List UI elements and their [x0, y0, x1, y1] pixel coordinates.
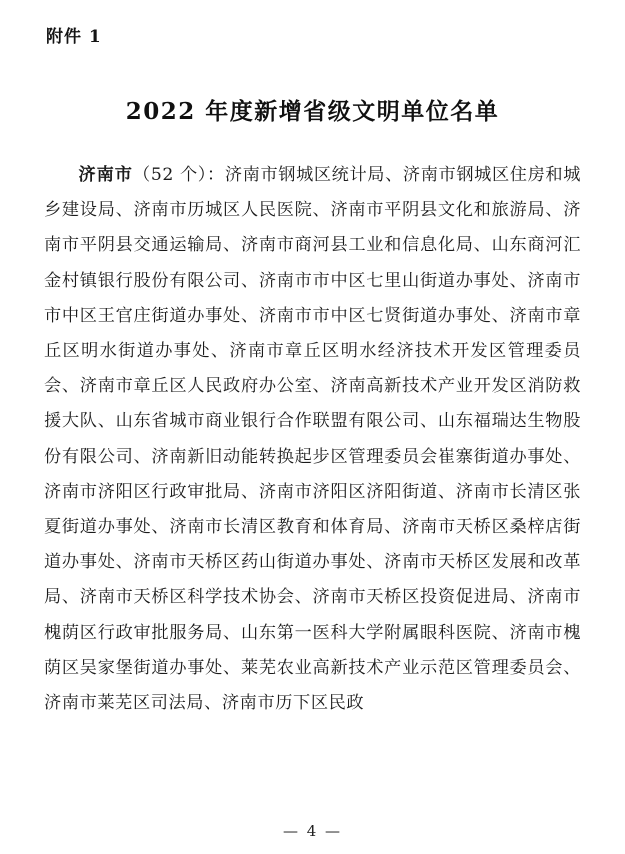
attachment-label: 附件 1 [46, 27, 102, 47]
page-number: — 4 — [282, 822, 343, 840]
city-name: 济南市 [78, 164, 134, 185]
page-title: 2022 年度新增省级文明单位名单 [125, 97, 500, 125]
city-entries-text: 济南市钢城区统计局、济南市钢城区住房和城乡建设局、济南市历城区人民医院、济南市平阴县文化和旅游局、济南市平阴县交通运输局、济南市商河县工业和信息化局、山东商河汇金村镇银行股份有限公司、济南市市中区七里山街道办事处、济南市市中区王官庄街道办事处、济南市市中区七贤街道办事处、济南市章丘区明水街道办事处、济南市章丘区明水经济技术开发区管理委员会、济南市章丘区人民政府办公室、济南高新技术产业开发区消防救援大队、山东省城市商业银行合作联盟有限公司、山东福瑞达生物股份有限公司、济南新旧动能转换起步区管理委员会崔寨街道办事处、济南市济阳区行政审批局、济南市济阳区济阳街道、济南市长清区张夏街道办事处、济南市长清区教育和体育局、济南市天桥区桑梓店街道办事处、济南市天桥区药山街道办事处、济南市天桥区发展和改革局、济南市天桥区科学技术协会、济南市天桥区投资促进局、济南市槐荫区行政审批服务局、山东第一医科大学附属眼科医院、济南市槐荫区吴家堡街道办事处、莱芜农业高新技术产业示范区管理委员会、济南市莱芜区司法局、济南市历下区民政 [44, 164, 581, 714]
city-section [44, 158, 581, 721]
city-count-label: （52 个）： [133, 164, 225, 185]
